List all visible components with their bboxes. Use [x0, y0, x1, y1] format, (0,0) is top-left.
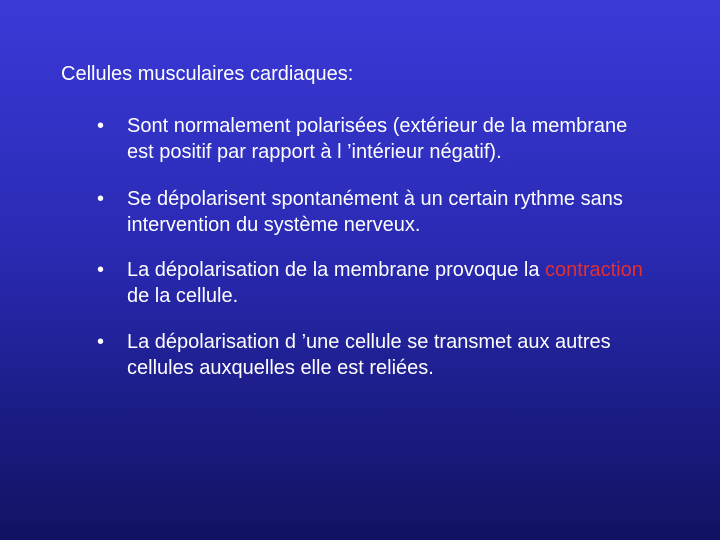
bullet-list: [97, 113, 657, 402]
slide-title: Cellules musculaires cardiaques:: [61, 63, 354, 85]
bullet-icon: •: [97, 259, 105, 281]
bullet-text-after: de la cellule.: [127, 285, 239, 307]
bullet-item-depolarisent: [97, 186, 657, 238]
bullet-item-transmet: [97, 329, 657, 381]
bullet-item-polarisees: [97, 113, 657, 165]
bullet-text: Sont normalement polarisées (extérieur de la membrane est positif par rapport à l ’intérieur négatif).: [127, 115, 628, 163]
bullet-icon: •: [97, 115, 105, 137]
bullet-text-before: La dépolarisation de la membrane provoque la: [127, 259, 546, 281]
bullet-text: Se dépolarisent spontanément à un certain rythme sans intervention du système nerveux.: [127, 188, 623, 236]
bullet-icon: •: [97, 188, 105, 210]
bullet-icon: •: [97, 331, 105, 353]
bullet-item-contraction: [97, 257, 657, 309]
highlight-contraction: contraction: [545, 259, 643, 281]
bullet-text: La dépolarisation d ’une cellule se transmet aux autres cellules auxquelles elle est reliées.: [127, 331, 611, 379]
